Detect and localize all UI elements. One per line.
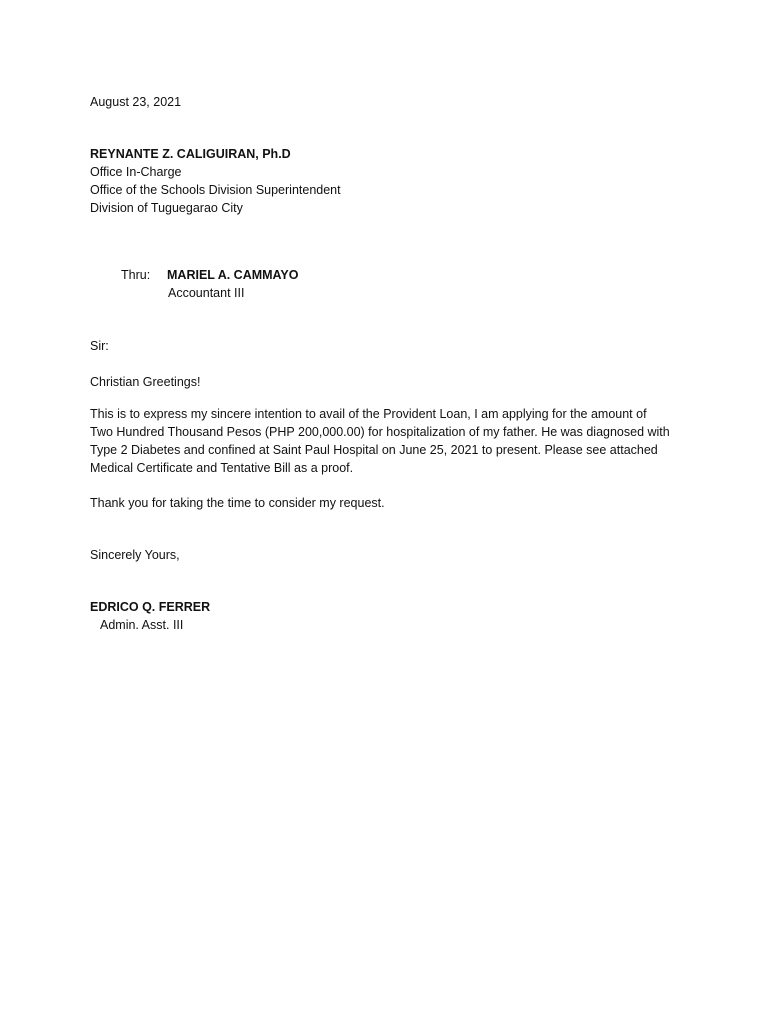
body-line: Medical Certificate and Tentative Bill as a proof. [90, 461, 354, 475]
addressee-division: Division of Tuguegarao City [90, 201, 243, 215]
addressee-title: Office In-Charge [90, 165, 182, 179]
body-line: This is to express my sincere intention to avail of the Provident Loan, I am applying for the amount of [90, 407, 647, 421]
addressee-office: Office of the Schools Division Superintendent [90, 183, 341, 197]
thru-name: MARIEL A. CAMMAYO [167, 268, 299, 282]
greeting: Christian Greetings! [90, 375, 201, 389]
letter-date: August 23, 2021 [90, 95, 182, 109]
addressee-name: REYNANTE Z. CALIGUIRAN, Ph.D [90, 147, 291, 161]
body-line: Type 2 Diabetes and confined at Saint Paul Hospital on June 25, 2021 to present. Please see attached [90, 443, 658, 457]
signatory-position: Admin. Asst. III [100, 618, 184, 632]
thru-position: Accountant III [168, 286, 245, 300]
thru-label: Thru: [121, 268, 151, 282]
body-paragraph [90, 405, 690, 477]
thanks-line: Thank you for taking the time to consider my request. [90, 496, 385, 510]
salutation: Sir: [90, 339, 109, 353]
addressee-block [90, 145, 341, 217]
signatory-name: EDRICO Q. FERRER [90, 600, 211, 614]
signatory-block [90, 598, 210, 634]
body-line: Two Hundred Thousand Pesos (PHP 200,000.00) for hospitalization of my father. He was diagnosed with [90, 425, 670, 439]
closing: Sincerely Yours, [90, 548, 180, 562]
